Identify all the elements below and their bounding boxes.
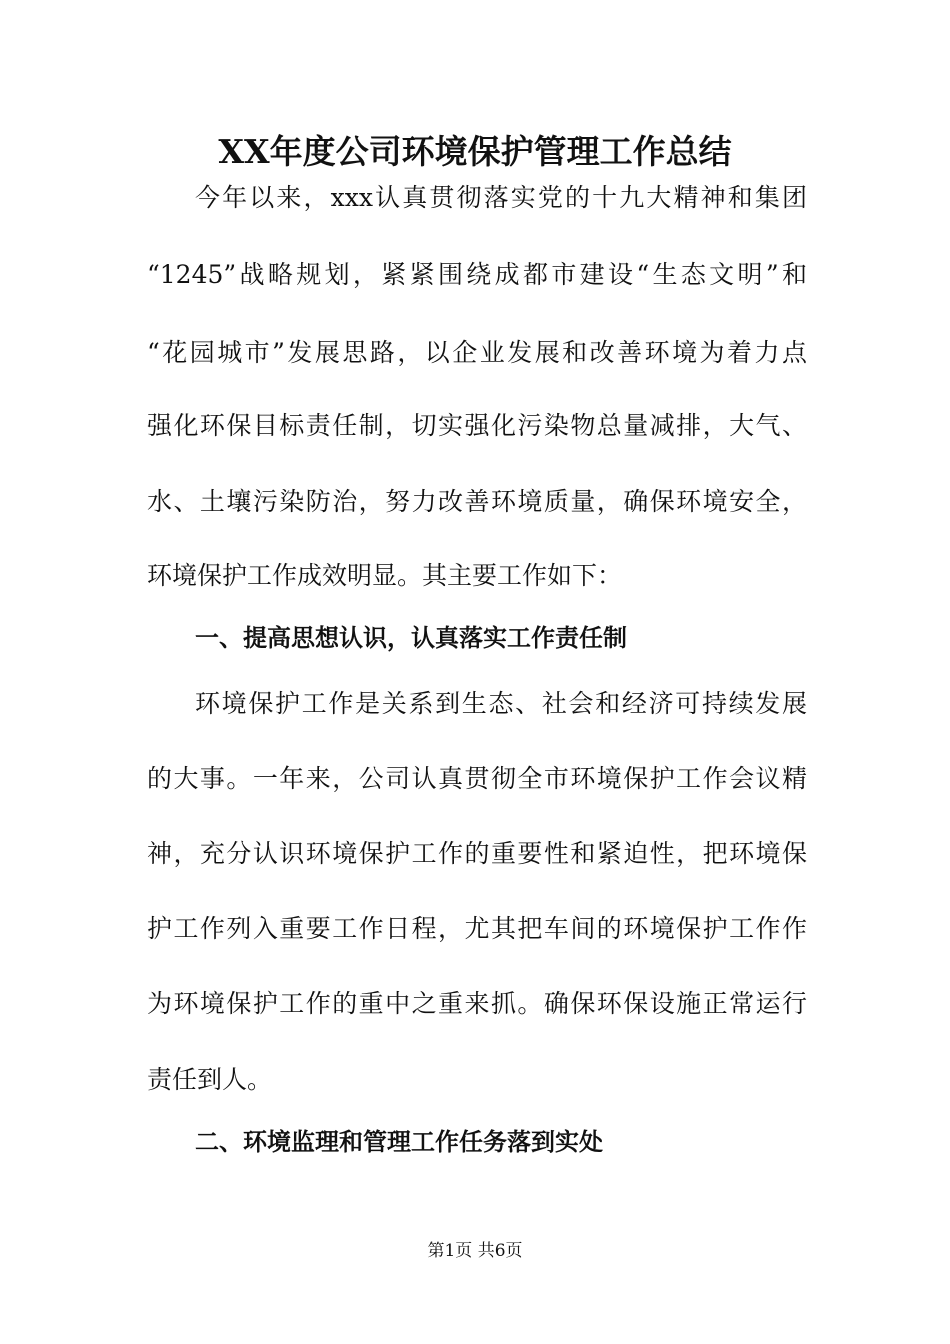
paragraph-line: 环境保护工作是关系到生态、社会和经济可持续发展 (195, 689, 807, 718)
paragraph-line: 为环境保护工作的重中之重来抓。确保环保设施正常运行 (147, 989, 807, 1018)
document-title: XX年度公司环境保护管理工作总结 (218, 132, 732, 171)
paragraph-line: 环境保护工作成效明显。其主要工作如下： (147, 561, 623, 590)
section-heading-2: 二、环境监理和管理工作任务落到实处 (195, 1128, 603, 1156)
paragraph-line: 责任到人。 (147, 1065, 273, 1094)
paragraph-line: 水、土壤污染防治，努力改善环境质量，确保环境安全， (147, 487, 807, 516)
paragraph-line: 今年以来，xxx认真贯彻落实党的十九大精神和集团 (195, 183, 807, 212)
paragraph-line: 强化环保目标责任制，切实强化污染物总量减排，大气、 (147, 411, 807, 440)
paragraph-line: 的大事。一年来，公司认真贯彻全市环境保护工作会议精 (147, 764, 807, 793)
paragraph-line: 神，充分认识环境保护工作的重要性和紧迫性，把环境保 (147, 839, 807, 868)
paragraph-line: 护工作列入重要工作日程，尤其把车间的环境保护工作作 (147, 914, 807, 943)
paragraph-line: “1245”战略规划，紧紧围绕成都市建设“生态文明”和 (147, 260, 807, 289)
paragraph-line: “花园城市”发展思路，以企业发展和改善环境为着力点 (147, 338, 807, 367)
section-heading-1: 一、提高思想认识，认真落实工作责任制 (195, 624, 627, 652)
page-footer: 第1页 共6页 (427, 1241, 523, 1261)
